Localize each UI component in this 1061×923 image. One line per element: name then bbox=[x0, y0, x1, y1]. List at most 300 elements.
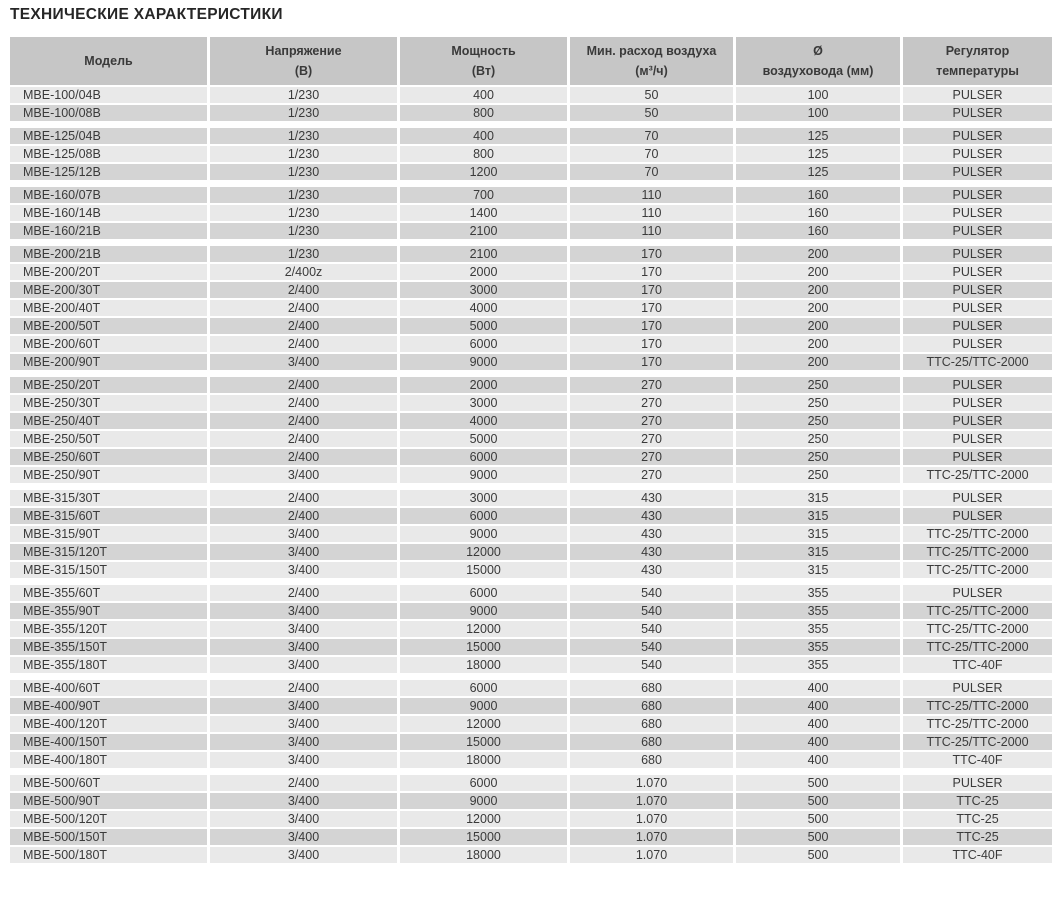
cell-regulator: PULSER bbox=[903, 449, 1052, 467]
cell-regulator: TTC-25/TTC-2000 bbox=[903, 698, 1052, 716]
cell-power: 6000 bbox=[400, 775, 570, 793]
cell-airflow: 170 bbox=[570, 354, 736, 372]
cell-duct: 250 bbox=[736, 449, 903, 467]
cell-regulator: PULSER bbox=[903, 128, 1052, 146]
cell-power: 700 bbox=[400, 187, 570, 205]
cell-power: 800 bbox=[400, 105, 570, 123]
cell-power: 18000 bbox=[400, 657, 570, 675]
cell-duct: 200 bbox=[736, 300, 903, 318]
cell-duct: 200 bbox=[736, 246, 903, 264]
table-row bbox=[10, 336, 1052, 354]
cell-regulator: PULSER bbox=[903, 336, 1052, 354]
cell-model: MBE-500/90T bbox=[10, 793, 210, 811]
cell-regulator: TTC-25 bbox=[903, 793, 1052, 811]
column-header-label: Ø bbox=[813, 44, 823, 58]
cell-duct: 355 bbox=[736, 585, 903, 603]
cell-regulator: PULSER bbox=[903, 377, 1052, 395]
cell-duct: 500 bbox=[736, 793, 903, 811]
cell-power: 6000 bbox=[400, 449, 570, 467]
cell-regulator: PULSER bbox=[903, 300, 1052, 318]
cell-airflow: 270 bbox=[570, 377, 736, 395]
cell-voltage: 2/400 bbox=[210, 413, 400, 431]
table-row bbox=[10, 793, 1052, 811]
cell-voltage: 1/230 bbox=[210, 164, 400, 182]
cell-model: MBE-500/60T bbox=[10, 775, 210, 793]
cell-regulator: TTC-25/TTC-2000 bbox=[903, 562, 1052, 580]
cell-regulator: PULSER bbox=[903, 395, 1052, 413]
cell-duct: 355 bbox=[736, 639, 903, 657]
cell-voltage: 2/400 bbox=[210, 585, 400, 603]
table-row bbox=[10, 354, 1052, 372]
cell-voltage: 3/400 bbox=[210, 526, 400, 544]
cell-regulator: TTC-25/TTC-2000 bbox=[903, 467, 1052, 485]
cell-voltage: 2/400 bbox=[210, 282, 400, 300]
cell-model: MBE-355/150T bbox=[10, 639, 210, 657]
cell-airflow: 270 bbox=[570, 467, 736, 485]
table-row bbox=[10, 223, 1052, 241]
table-row bbox=[10, 698, 1052, 716]
cell-voltage: 2/400z bbox=[210, 264, 400, 282]
cell-airflow: 70 bbox=[570, 146, 736, 164]
cell-model: MBE-250/60T bbox=[10, 449, 210, 467]
cell-model: MBE-200/60T bbox=[10, 336, 210, 354]
specs-table bbox=[10, 37, 1052, 865]
cell-airflow: 430 bbox=[570, 508, 736, 526]
table-row bbox=[10, 544, 1052, 562]
cell-model: MBE-400/150T bbox=[10, 734, 210, 752]
cell-airflow: 1.070 bbox=[570, 811, 736, 829]
table-row bbox=[10, 829, 1052, 847]
cell-voltage: 3/400 bbox=[210, 467, 400, 485]
cell-airflow: 540 bbox=[570, 603, 736, 621]
cell-regulator: PULSER bbox=[903, 223, 1052, 241]
table-row bbox=[10, 246, 1052, 264]
table-row bbox=[10, 490, 1052, 508]
column-header-model bbox=[10, 37, 210, 87]
cell-regulator: TTC-40F bbox=[903, 657, 1052, 675]
cell-duct: 500 bbox=[736, 775, 903, 793]
cell-regulator: PULSER bbox=[903, 585, 1052, 603]
cell-power: 5000 bbox=[400, 431, 570, 449]
cell-regulator: PULSER bbox=[903, 105, 1052, 123]
cell-voltage: 3/400 bbox=[210, 847, 400, 865]
column-header-label: воздуховода (мм) bbox=[762, 64, 874, 78]
cell-duct: 160 bbox=[736, 223, 903, 241]
cell-model: MBE-160/07B bbox=[10, 187, 210, 205]
cell-duct: 125 bbox=[736, 128, 903, 146]
cell-regulator: PULSER bbox=[903, 282, 1052, 300]
cell-model: MBE-250/90T bbox=[10, 467, 210, 485]
column-header-label: (м³/ч) bbox=[635, 64, 668, 78]
cell-airflow: 540 bbox=[570, 639, 736, 657]
cell-voltage: 1/230 bbox=[210, 223, 400, 241]
cell-voltage: 2/400 bbox=[210, 449, 400, 467]
cell-voltage: 2/400 bbox=[210, 775, 400, 793]
cell-model: MBE-355/180T bbox=[10, 657, 210, 675]
cell-duct: 125 bbox=[736, 146, 903, 164]
cell-duct: 250 bbox=[736, 413, 903, 431]
cell-voltage: 3/400 bbox=[210, 544, 400, 562]
cell-duct: 400 bbox=[736, 698, 903, 716]
cell-voltage: 3/400 bbox=[210, 698, 400, 716]
cell-duct: 400 bbox=[736, 716, 903, 734]
table-header bbox=[10, 37, 1052, 87]
cell-voltage: 3/400 bbox=[210, 734, 400, 752]
cell-model: MBE-400/120T bbox=[10, 716, 210, 734]
cell-model: MBE-315/60T bbox=[10, 508, 210, 526]
cell-model: MBE-250/30T bbox=[10, 395, 210, 413]
table-row bbox=[10, 562, 1052, 580]
table-row bbox=[10, 146, 1052, 164]
cell-regulator: PULSER bbox=[903, 318, 1052, 336]
cell-voltage: 2/400 bbox=[210, 377, 400, 395]
table-row bbox=[10, 734, 1052, 752]
cell-voltage: 1/230 bbox=[210, 187, 400, 205]
cell-duct: 250 bbox=[736, 377, 903, 395]
table-row bbox=[10, 282, 1052, 300]
cell-airflow: 170 bbox=[570, 300, 736, 318]
cell-airflow: 430 bbox=[570, 562, 736, 580]
cell-power: 9000 bbox=[400, 467, 570, 485]
cell-duct: 500 bbox=[736, 811, 903, 829]
cell-airflow: 680 bbox=[570, 734, 736, 752]
table-row bbox=[10, 264, 1052, 282]
cell-model: MBE-125/12B bbox=[10, 164, 210, 182]
cell-voltage: 3/400 bbox=[210, 752, 400, 770]
table-row bbox=[10, 811, 1052, 829]
cell-power: 15000 bbox=[400, 734, 570, 752]
cell-airflow: 170 bbox=[570, 318, 736, 336]
cell-regulator: PULSER bbox=[903, 490, 1052, 508]
cell-power: 15000 bbox=[400, 639, 570, 657]
cell-model: MBE-400/60T bbox=[10, 680, 210, 698]
column-header-label: Напряжение bbox=[265, 44, 342, 58]
cell-power: 9000 bbox=[400, 354, 570, 372]
table-row bbox=[10, 128, 1052, 146]
table-row bbox=[10, 508, 1052, 526]
cell-airflow: 430 bbox=[570, 490, 736, 508]
cell-airflow: 680 bbox=[570, 716, 736, 734]
cell-voltage: 2/400 bbox=[210, 318, 400, 336]
cell-voltage: 1/230 bbox=[210, 87, 400, 105]
cell-airflow: 1.070 bbox=[570, 847, 736, 865]
cell-airflow: 110 bbox=[570, 223, 736, 241]
cell-power: 15000 bbox=[400, 562, 570, 580]
cell-power: 15000 bbox=[400, 829, 570, 847]
cell-model: MBE-200/40T bbox=[10, 300, 210, 318]
cell-model: MBE-125/04B bbox=[10, 128, 210, 146]
cell-regulator: TTC-25/TTC-2000 bbox=[903, 603, 1052, 621]
cell-model: MBE-355/90T bbox=[10, 603, 210, 621]
cell-duct: 355 bbox=[736, 657, 903, 675]
cell-model: MBE-200/50T bbox=[10, 318, 210, 336]
column-header-label: (В) bbox=[294, 64, 313, 78]
cell-airflow: 1.070 bbox=[570, 793, 736, 811]
cell-duct: 125 bbox=[736, 164, 903, 182]
cell-duct: 250 bbox=[736, 431, 903, 449]
cell-model: MBE-355/60T bbox=[10, 585, 210, 603]
cell-duct: 200 bbox=[736, 318, 903, 336]
column-header-airflow bbox=[570, 37, 736, 87]
cell-voltage: 1/230 bbox=[210, 146, 400, 164]
cell-regulator: PULSER bbox=[903, 431, 1052, 449]
cell-duct: 200 bbox=[736, 282, 903, 300]
cell-model: MBE-125/08B bbox=[10, 146, 210, 164]
cell-power: 6000 bbox=[400, 680, 570, 698]
column-header-regulator bbox=[903, 37, 1052, 87]
cell-regulator: TTC-25/TTC-2000 bbox=[903, 639, 1052, 657]
column-header-label: Мин. расход воздуха bbox=[586, 44, 717, 58]
cell-power: 4000 bbox=[400, 413, 570, 431]
cell-duct: 500 bbox=[736, 847, 903, 865]
column-header-duct bbox=[736, 37, 903, 87]
cell-model: MBE-315/30T bbox=[10, 490, 210, 508]
cell-power: 9000 bbox=[400, 526, 570, 544]
table-row bbox=[10, 377, 1052, 395]
cell-voltage: 2/400 bbox=[210, 490, 400, 508]
cell-duct: 355 bbox=[736, 621, 903, 639]
cell-airflow: 110 bbox=[570, 205, 736, 223]
table-row bbox=[10, 847, 1052, 865]
table-row bbox=[10, 318, 1052, 336]
cell-power: 12000 bbox=[400, 621, 570, 639]
cell-airflow: 540 bbox=[570, 621, 736, 639]
cell-model: MBE-250/40T bbox=[10, 413, 210, 431]
cell-regulator: PULSER bbox=[903, 246, 1052, 264]
cell-regulator: TTC-25/TTC-2000 bbox=[903, 544, 1052, 562]
cell-airflow: 270 bbox=[570, 413, 736, 431]
cell-airflow: 270 bbox=[570, 395, 736, 413]
cell-voltage: 1/230 bbox=[210, 105, 400, 123]
cell-power: 3000 bbox=[400, 490, 570, 508]
cell-airflow: 680 bbox=[570, 698, 736, 716]
table-row bbox=[10, 621, 1052, 639]
cell-airflow: 170 bbox=[570, 264, 736, 282]
cell-power: 12000 bbox=[400, 544, 570, 562]
cell-power: 800 bbox=[400, 146, 570, 164]
cell-model: MBE-500/150T bbox=[10, 829, 210, 847]
table-row bbox=[10, 716, 1052, 734]
cell-regulator: TTC-25/TTC-2000 bbox=[903, 354, 1052, 372]
cell-model: MBE-315/150T bbox=[10, 562, 210, 580]
cell-model: MBE-100/08B bbox=[10, 105, 210, 123]
table-row bbox=[10, 680, 1052, 698]
cell-model: MBE-160/14B bbox=[10, 205, 210, 223]
cell-power: 12000 bbox=[400, 811, 570, 829]
cell-regulator: TTC-40F bbox=[903, 752, 1052, 770]
cell-regulator: PULSER bbox=[903, 264, 1052, 282]
table-row bbox=[10, 775, 1052, 793]
table-row bbox=[10, 657, 1052, 675]
cell-power: 1200 bbox=[400, 164, 570, 182]
cell-model: MBE-315/120T bbox=[10, 544, 210, 562]
table-row bbox=[10, 413, 1052, 431]
cell-power: 1400 bbox=[400, 205, 570, 223]
cell-model: MBE-100/04B bbox=[10, 87, 210, 105]
cell-airflow: 540 bbox=[570, 585, 736, 603]
cell-duct: 400 bbox=[736, 752, 903, 770]
cell-voltage: 1/230 bbox=[210, 205, 400, 223]
cell-regulator: TTC-25/TTC-2000 bbox=[903, 716, 1052, 734]
cell-voltage: 3/400 bbox=[210, 657, 400, 675]
table-row bbox=[10, 585, 1052, 603]
cell-power: 2100 bbox=[400, 223, 570, 241]
cell-regulator: PULSER bbox=[903, 413, 1052, 431]
cell-power: 2100 bbox=[400, 246, 570, 264]
table-row bbox=[10, 752, 1052, 770]
cell-power: 6000 bbox=[400, 336, 570, 354]
cell-airflow: 680 bbox=[570, 752, 736, 770]
cell-duct: 315 bbox=[736, 490, 903, 508]
cell-regulator: PULSER bbox=[903, 508, 1052, 526]
cell-regulator: TTC-25/TTC-2000 bbox=[903, 734, 1052, 752]
cell-voltage: 3/400 bbox=[210, 621, 400, 639]
column-header-label: Регулятор bbox=[945, 44, 1010, 58]
cell-airflow: 430 bbox=[570, 544, 736, 562]
cell-voltage: 3/400 bbox=[210, 354, 400, 372]
cell-power: 9000 bbox=[400, 793, 570, 811]
cell-airflow: 540 bbox=[570, 657, 736, 675]
table-row bbox=[10, 300, 1052, 318]
cell-airflow: 170 bbox=[570, 336, 736, 354]
cell-duct: 200 bbox=[736, 354, 903, 372]
table-row bbox=[10, 639, 1052, 657]
cell-model: MBE-500/120T bbox=[10, 811, 210, 829]
column-header-power bbox=[400, 37, 570, 87]
cell-airflow: 270 bbox=[570, 449, 736, 467]
cell-power: 9000 bbox=[400, 603, 570, 621]
cell-power: 400 bbox=[400, 87, 570, 105]
cell-airflow: 50 bbox=[570, 105, 736, 123]
cell-regulator: PULSER bbox=[903, 205, 1052, 223]
cell-duct: 200 bbox=[736, 336, 903, 354]
cell-regulator: PULSER bbox=[903, 680, 1052, 698]
table-row bbox=[10, 467, 1052, 485]
cell-regulator: PULSER bbox=[903, 164, 1052, 182]
cell-airflow: 270 bbox=[570, 431, 736, 449]
cell-model: MBE-400/90T bbox=[10, 698, 210, 716]
cell-model: MBE-355/120T bbox=[10, 621, 210, 639]
cell-airflow: 70 bbox=[570, 128, 736, 146]
cell-duct: 250 bbox=[736, 395, 903, 413]
cell-regulator: TTC-25/TTC-2000 bbox=[903, 526, 1052, 544]
cell-duct: 160 bbox=[736, 205, 903, 223]
cell-regulator: PULSER bbox=[903, 87, 1052, 105]
cell-regulator: PULSER bbox=[903, 775, 1052, 793]
table-row bbox=[10, 87, 1052, 105]
cell-voltage: 2/400 bbox=[210, 680, 400, 698]
cell-voltage: 3/400 bbox=[210, 793, 400, 811]
cell-power: 5000 bbox=[400, 318, 570, 336]
cell-duct: 200 bbox=[736, 264, 903, 282]
cell-power: 4000 bbox=[400, 300, 570, 318]
cell-model: MBE-500/180T bbox=[10, 847, 210, 865]
cell-airflow: 430 bbox=[570, 526, 736, 544]
cell-regulator: TTC-25/TTC-2000 bbox=[903, 621, 1052, 639]
cell-airflow: 170 bbox=[570, 282, 736, 300]
table-row bbox=[10, 395, 1052, 413]
column-header-voltage bbox=[210, 37, 400, 87]
cell-power: 2000 bbox=[400, 264, 570, 282]
cell-voltage: 2/400 bbox=[210, 395, 400, 413]
cell-voltage: 3/400 bbox=[210, 639, 400, 657]
page-title: ТЕХНИЧЕСКИЕ ХАРАКТЕРИСТИКИ bbox=[10, 6, 283, 23]
cell-airflow: 110 bbox=[570, 187, 736, 205]
cell-regulator: TTC-25 bbox=[903, 829, 1052, 847]
cell-model: MBE-160/21B bbox=[10, 223, 210, 241]
cell-regulator: TTC-25 bbox=[903, 811, 1052, 829]
cell-regulator: PULSER bbox=[903, 146, 1052, 164]
cell-duct: 160 bbox=[736, 187, 903, 205]
cell-airflow: 1.070 bbox=[570, 829, 736, 847]
column-header-label: Модель bbox=[84, 54, 133, 68]
cell-duct: 355 bbox=[736, 603, 903, 621]
cell-model: MBE-200/90T bbox=[10, 354, 210, 372]
cell-voltage: 2/400 bbox=[210, 300, 400, 318]
table-row bbox=[10, 526, 1052, 544]
cell-power: 18000 bbox=[400, 752, 570, 770]
cell-duct: 400 bbox=[736, 680, 903, 698]
cell-duct: 100 bbox=[736, 105, 903, 123]
cell-duct: 315 bbox=[736, 544, 903, 562]
cell-power: 6000 bbox=[400, 508, 570, 526]
table-row bbox=[10, 187, 1052, 205]
cell-airflow: 1.070 bbox=[570, 775, 736, 793]
cell-duct: 315 bbox=[736, 526, 903, 544]
column-header-label: (Вт) bbox=[471, 64, 496, 78]
cell-model: MBE-200/30T bbox=[10, 282, 210, 300]
cell-duct: 250 bbox=[736, 467, 903, 485]
cell-power: 400 bbox=[400, 128, 570, 146]
cell-model: MBE-200/21B bbox=[10, 246, 210, 264]
cell-voltage: 1/230 bbox=[210, 246, 400, 264]
cell-power: 6000 bbox=[400, 585, 570, 603]
cell-duct: 315 bbox=[736, 562, 903, 580]
cell-airflow: 680 bbox=[570, 680, 736, 698]
column-header-label: Мощность bbox=[451, 44, 516, 58]
cell-duct: 100 bbox=[736, 87, 903, 105]
cell-model: MBE-315/90T bbox=[10, 526, 210, 544]
table-row bbox=[10, 431, 1052, 449]
cell-duct: 500 bbox=[736, 829, 903, 847]
cell-power: 3000 bbox=[400, 282, 570, 300]
cell-voltage: 2/400 bbox=[210, 508, 400, 526]
cell-power: 18000 bbox=[400, 847, 570, 865]
cell-voltage: 3/400 bbox=[210, 811, 400, 829]
cell-voltage: 3/400 bbox=[210, 716, 400, 734]
table-row bbox=[10, 449, 1052, 467]
table-body bbox=[10, 87, 1052, 865]
cell-voltage: 3/400 bbox=[210, 829, 400, 847]
cell-duct: 315 bbox=[736, 508, 903, 526]
table-row bbox=[10, 603, 1052, 621]
table-row bbox=[10, 205, 1052, 223]
cell-model: MBE-200/20T bbox=[10, 264, 210, 282]
cell-model: MBE-250/50T bbox=[10, 431, 210, 449]
cell-voltage: 3/400 bbox=[210, 562, 400, 580]
cell-power: 9000 bbox=[400, 698, 570, 716]
cell-voltage: 2/400 bbox=[210, 336, 400, 354]
cell-duct: 400 bbox=[736, 734, 903, 752]
cell-power: 2000 bbox=[400, 377, 570, 395]
table-row bbox=[10, 164, 1052, 182]
cell-voltage: 1/230 bbox=[210, 128, 400, 146]
cell-voltage: 2/400 bbox=[210, 431, 400, 449]
cell-model: MBE-400/180T bbox=[10, 752, 210, 770]
cell-airflow: 170 bbox=[570, 246, 736, 264]
cell-airflow: 50 bbox=[570, 87, 736, 105]
cell-regulator: TTC-40F bbox=[903, 847, 1052, 865]
